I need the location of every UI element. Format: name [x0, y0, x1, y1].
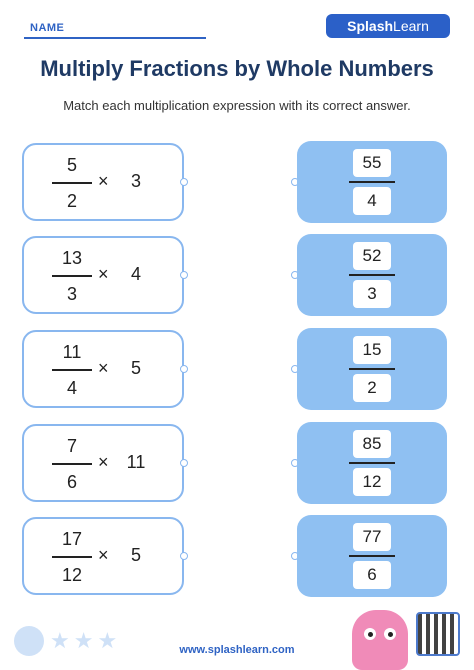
denominator: 6 — [66, 471, 77, 492]
fraction-bar — [349, 462, 395, 464]
fraction-bar — [52, 275, 92, 277]
answer-denominator: 12 — [353, 468, 391, 496]
fraction-bar — [52, 369, 92, 371]
footer-url: www.splashlearn.com — [179, 644, 295, 656]
numerator: 17 — [61, 529, 83, 549]
numerator: 11 — [62, 342, 82, 362]
fraction-bar — [52, 182, 92, 184]
numerator: 5 — [66, 155, 77, 175]
question-box — [22, 143, 184, 221]
numerator: 13 — [61, 248, 83, 268]
fraction — [52, 432, 92, 496]
question-box — [22, 236, 184, 314]
connector-dot-left[interactable] — [180, 178, 188, 186]
multiplier: 11 — [126, 452, 146, 472]
fraction-bar — [52, 463, 92, 465]
fraction-bar — [52, 556, 92, 558]
numerator: 7 — [66, 436, 77, 456]
answer-box — [297, 515, 447, 597]
instruction: Match each multiplication expression with its correct answer. — [63, 98, 411, 113]
question-box — [22, 330, 184, 408]
answer-box — [297, 234, 447, 316]
fraction-bar — [349, 181, 395, 183]
denominator: 12 — [61, 564, 83, 585]
fraction-bar — [349, 368, 395, 370]
connector-dot-left[interactable] — [180, 552, 188, 560]
answer-denominator: 6 — [353, 561, 391, 589]
mascot-eye-icon — [364, 628, 376, 640]
times-sign: × — [98, 171, 109, 191]
times-sign: × — [98, 358, 109, 378]
connector-dot-left[interactable] — [180, 365, 188, 373]
denominator: 2 — [66, 190, 77, 211]
answer-numerator: 77 — [353, 523, 391, 551]
fraction — [52, 525, 92, 589]
brand-bold: Splash — [347, 18, 394, 34]
connector-dot-left[interactable] — [180, 459, 188, 467]
question-box — [22, 424, 184, 502]
question-box — [22, 517, 184, 595]
answer-numerator: 15 — [353, 336, 391, 364]
fraction — [52, 244, 92, 308]
times-sign: × — [98, 452, 109, 472]
brand-light: Learn — [393, 18, 429, 34]
answer-denominator: 3 — [353, 280, 391, 308]
multiplier: 5 — [130, 358, 141, 378]
mascot-eye-icon — [384, 628, 396, 640]
answer-box — [297, 422, 447, 504]
denominator: 4 — [66, 377, 77, 398]
times-sign: × — [98, 264, 109, 284]
denominator: 3 — [66, 283, 77, 304]
fraction-bar — [349, 274, 395, 276]
times-sign: × — [98, 545, 109, 565]
brand-logo — [326, 14, 450, 38]
connector-dot-left[interactable] — [180, 271, 188, 279]
name-label: NAME — [30, 22, 65, 34]
answer-denominator: 2 — [353, 374, 391, 402]
multiplier: 5 — [130, 545, 141, 565]
mascot-icon — [352, 610, 408, 670]
answer-numerator: 55 — [353, 149, 391, 177]
answer-numerator: 52 — [353, 242, 391, 270]
multiplier: 3 — [130, 171, 141, 191]
answer-box — [297, 141, 447, 223]
stars-icon: ★★★ — [50, 628, 122, 653]
name-line — [24, 37, 206, 39]
fraction-bar — [349, 555, 395, 557]
answer-numerator: 85 — [353, 430, 391, 458]
page-title: Multiply Fractions by Whole Numbers — [40, 56, 434, 81]
fraction — [52, 338, 92, 402]
qr-code-icon — [416, 612, 460, 656]
answer-denominator: 4 — [353, 187, 391, 215]
multiplier: 4 — [130, 264, 141, 284]
fraction — [52, 151, 92, 215]
answer-box — [297, 328, 447, 410]
